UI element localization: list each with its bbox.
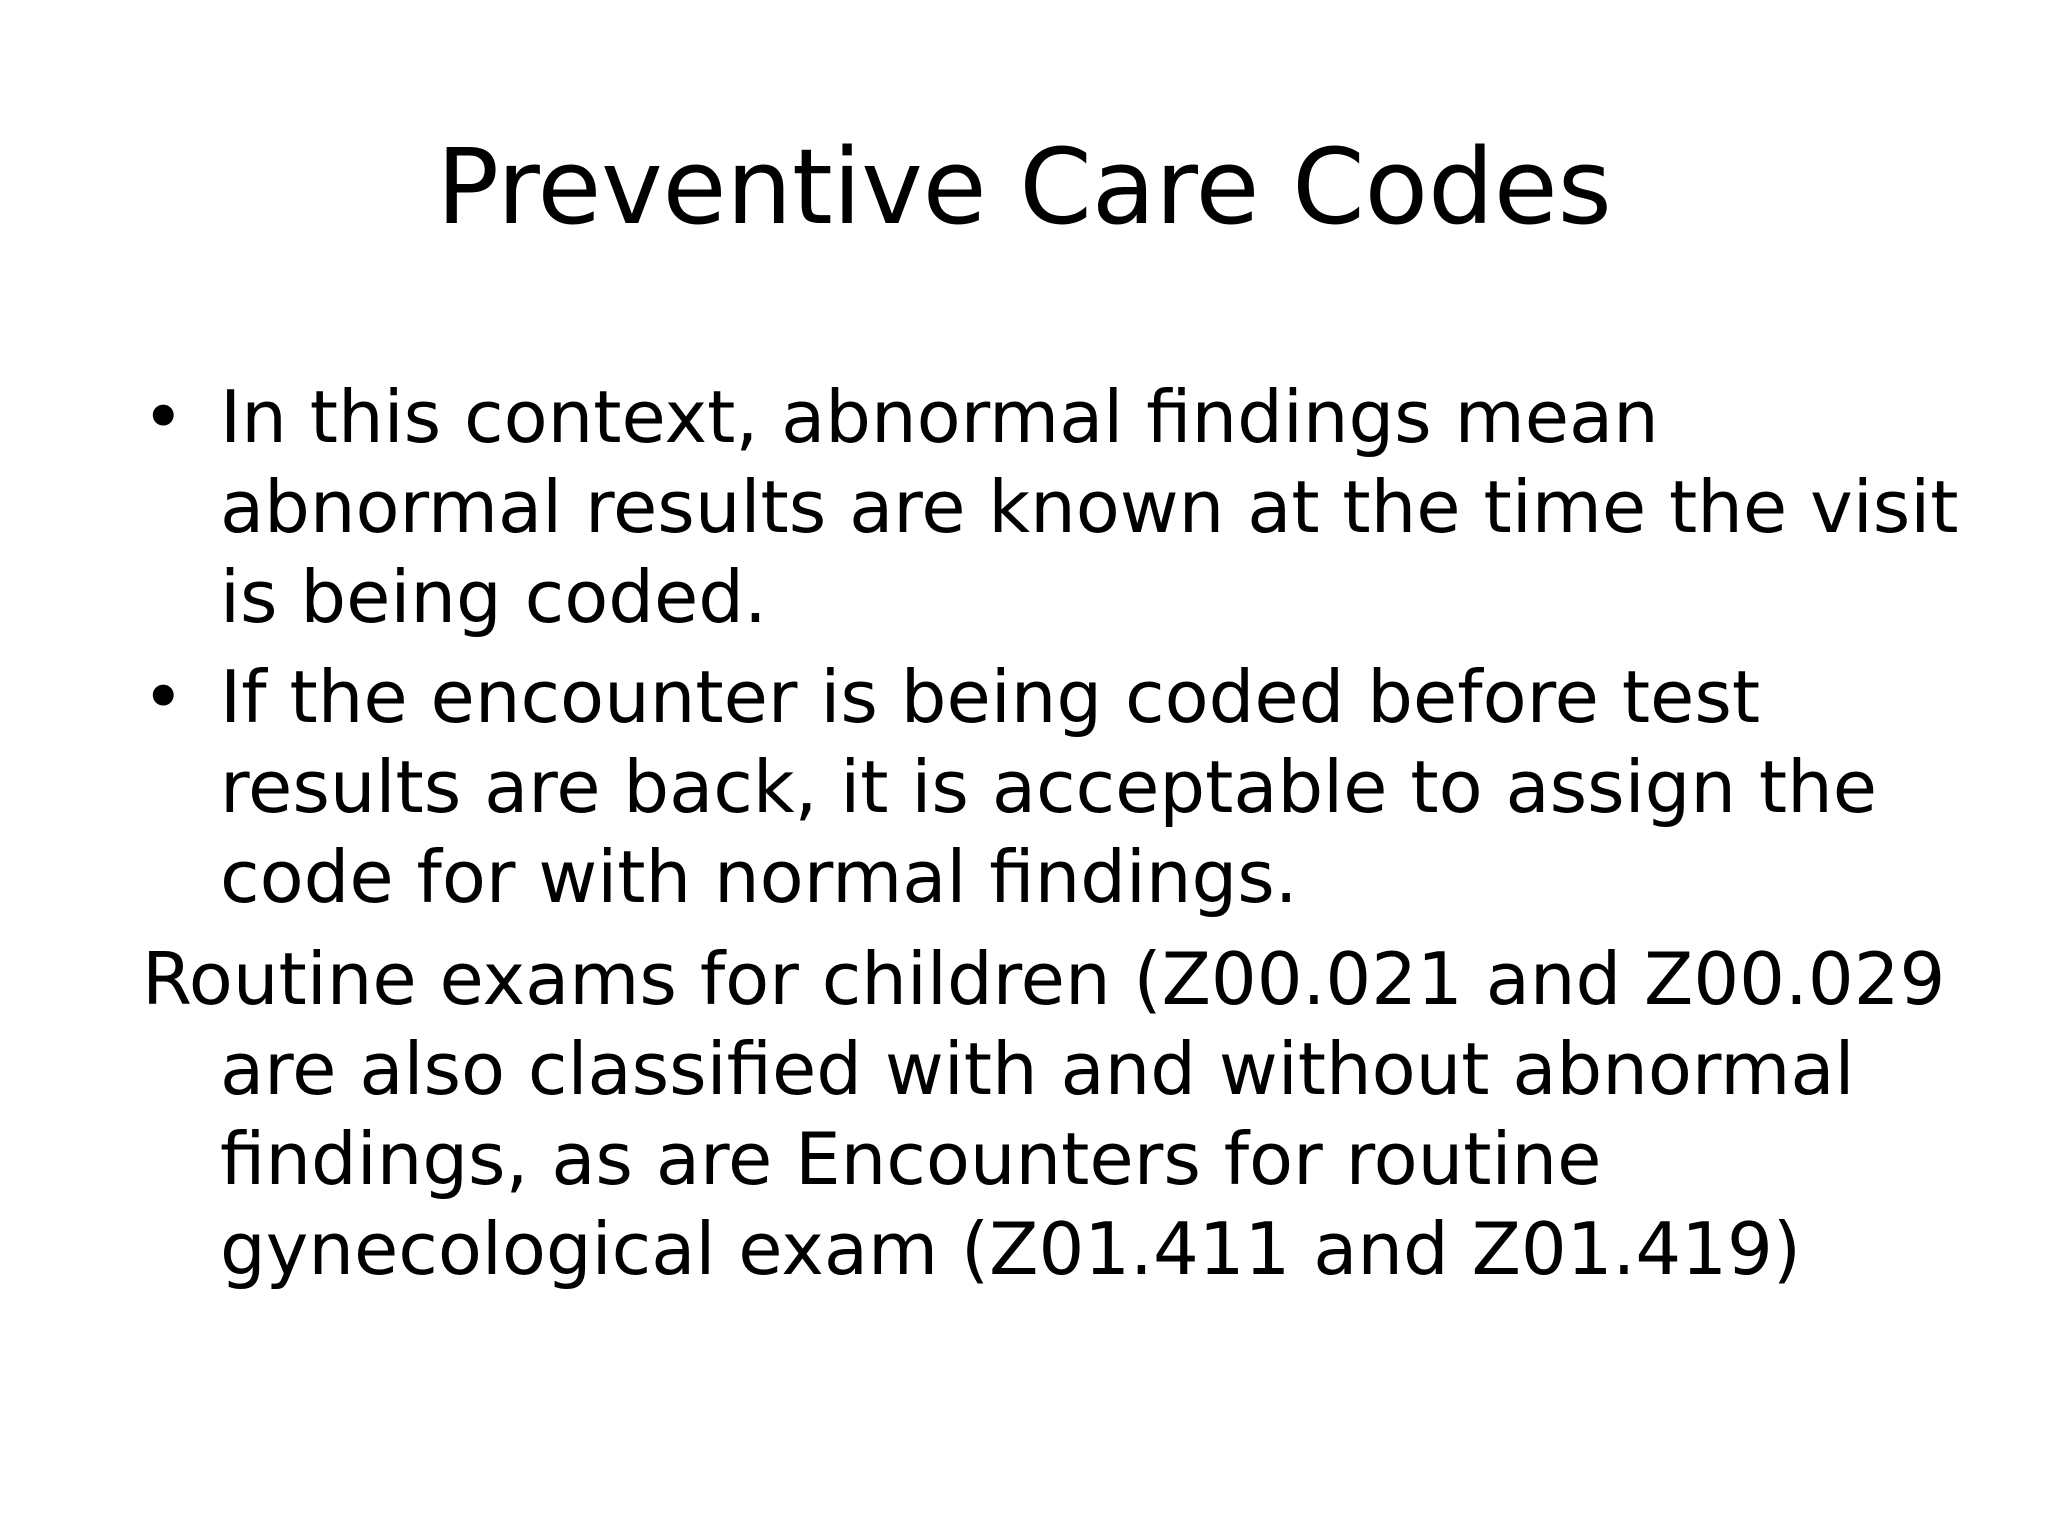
routine-exams-paragraph: Routine exams for children (Z00.021 and Z00.029 are also classified with and without abnormal findings, as are Encounters for routine gynecological exam (Z01.411 and Z01.419) [142,937,1946,1291]
bullet-icon: • [142,655,185,739]
bullet-text: If the encounter is being coded before test results are back, it is acceptable to assign the code for with normal findings. [220,655,1878,919]
bullet-item [142,372,1982,642]
bullet-icon: • [142,375,185,459]
slide-body [142,372,1982,1294]
bullet-item [142,652,1982,922]
slide-title: Preventive Care Codes [436,126,1612,248]
bullet-text: In this context, abnormal findings mean abnormal results are known at the time the visit is being coded. [220,375,1959,639]
